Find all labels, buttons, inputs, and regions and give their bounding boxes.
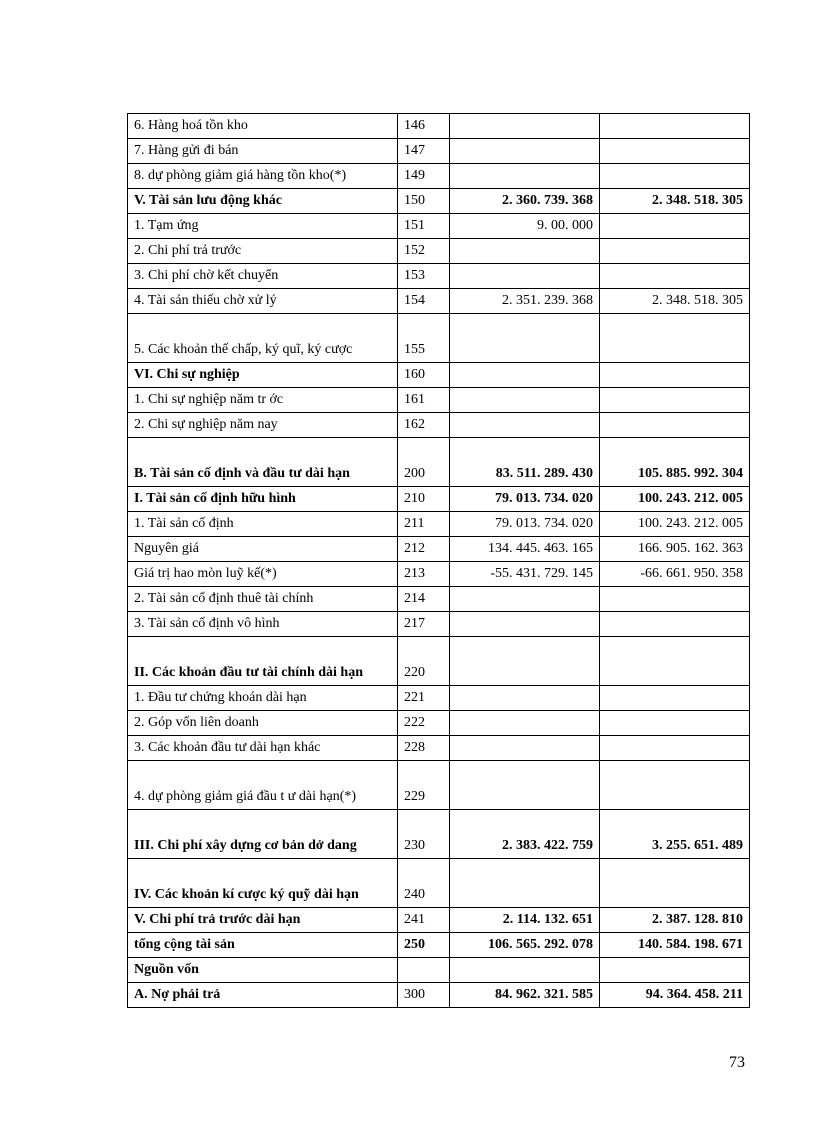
row-value-end: 100. 243. 212. 005: [600, 487, 750, 512]
row-code: 222: [398, 711, 450, 736]
row-name: 1. Chi sự nghiệp năm tr ớc: [128, 388, 398, 413]
row-value-end: [600, 363, 750, 388]
row-code: 154: [398, 289, 450, 314]
table-row: [128, 438, 750, 487]
row-name: tổng cộng tài sản: [128, 933, 398, 958]
row-value-end: [600, 761, 750, 810]
table-row: [128, 289, 750, 314]
table-row: [128, 810, 750, 859]
row-value-start: 79. 013. 734. 020: [450, 512, 600, 537]
row-code: 152: [398, 239, 450, 264]
row-name: B. Tài sản cố định và đầu tư dài hạn: [128, 438, 398, 487]
row-name: V. Tài sản lưu động khác: [128, 189, 398, 214]
table-row: [128, 239, 750, 264]
row-value-end: [600, 958, 750, 983]
row-value-start: [450, 139, 600, 164]
row-name: 6. Hàng hoá tồn kho: [128, 114, 398, 139]
balance-sheet-table: [127, 113, 750, 1008]
row-name: A. Nợ phải trả: [128, 983, 398, 1008]
table-row: [128, 388, 750, 413]
row-value-end: [600, 388, 750, 413]
row-value-start: 84. 962. 321. 585: [450, 983, 600, 1008]
row-name: 7. Hàng gửi đi bán: [128, 139, 398, 164]
row-value-end: 2. 387. 128. 810: [600, 908, 750, 933]
row-code: 250: [398, 933, 450, 958]
row-value-start: 134. 445. 463. 165: [450, 537, 600, 562]
table-row: [128, 214, 750, 239]
row-value-start: [450, 164, 600, 189]
table-row: [128, 487, 750, 512]
row-value-start: 2. 351. 239. 368: [450, 289, 600, 314]
row-code: 160: [398, 363, 450, 388]
row-name: 8. dự phòng giảm giá hàng tồn kho(*): [128, 164, 398, 189]
row-name: Giá trị hao mòn luỹ kế(*): [128, 562, 398, 587]
table-row: [128, 139, 750, 164]
row-value-end: [600, 587, 750, 612]
row-code: 161: [398, 388, 450, 413]
row-code: 151: [398, 214, 450, 239]
row-name: 4. dự phòng giảm giá đầu t ư dài hạn(*): [128, 761, 398, 810]
row-value-end: [600, 264, 750, 289]
row-value-end: [600, 314, 750, 363]
row-value-start: 79. 013. 734. 020: [450, 487, 600, 512]
table-row: [128, 562, 750, 587]
row-name: VI. Chi sự nghiệp: [128, 363, 398, 388]
table-row: [128, 983, 750, 1008]
table-row: [128, 189, 750, 214]
row-value-start: [450, 859, 600, 908]
table-row: [128, 686, 750, 711]
row-value-start: 83. 511. 289. 430: [450, 438, 600, 487]
table-row: [128, 413, 750, 438]
row-value-end: [600, 637, 750, 686]
row-code: 149: [398, 164, 450, 189]
row-value-start: [450, 587, 600, 612]
row-value-start: 2. 383. 422. 759: [450, 810, 600, 859]
row-code: 213: [398, 562, 450, 587]
table-row: [128, 859, 750, 908]
row-value-end: [600, 239, 750, 264]
row-name: I. Tài sản cố định hữu hình: [128, 487, 398, 512]
row-value-start: 2. 360. 739. 368: [450, 189, 600, 214]
row-value-end: [600, 686, 750, 711]
row-value-end: 2. 348. 518. 305: [600, 189, 750, 214]
table-row: [128, 711, 750, 736]
row-value-start: [450, 114, 600, 139]
row-name: Nguyên giá: [128, 537, 398, 562]
row-value-end: [600, 114, 750, 139]
row-name: 5. Các khoản thế chấp, ký quĩ, ký cược: [128, 314, 398, 363]
row-code: 214: [398, 587, 450, 612]
row-value-end: [600, 413, 750, 438]
row-value-end: 140. 584. 198. 671: [600, 933, 750, 958]
row-value-end: 105. 885. 992. 304: [600, 438, 750, 487]
row-value-start: 9. 00. 000: [450, 214, 600, 239]
row-code: 230: [398, 810, 450, 859]
row-value-start: [450, 413, 600, 438]
row-code: 210: [398, 487, 450, 512]
row-name: V. Chi phí trả trước dài hạn: [128, 908, 398, 933]
table-row: [128, 908, 750, 933]
table-row: [128, 264, 750, 289]
row-code: 241: [398, 908, 450, 933]
row-value-start: [450, 388, 600, 413]
table-row: [128, 958, 750, 983]
row-code: 220: [398, 637, 450, 686]
row-value-start: [450, 264, 600, 289]
row-value-end: 2. 348. 518. 305: [600, 289, 750, 314]
row-code: 150: [398, 189, 450, 214]
row-name: III. Chi phí xây dựng cơ bản dở dang: [128, 810, 398, 859]
row-code: 146: [398, 114, 450, 139]
row-code: 240: [398, 859, 450, 908]
row-name: 3. Tài sản cố định vô hình: [128, 612, 398, 637]
row-code: 153: [398, 264, 450, 289]
row-value-end: [600, 612, 750, 637]
row-name: 3. Chi phí chờ kết chuyển: [128, 264, 398, 289]
row-name: IV. Các khoản kí cược ký quỹ dài hạn: [128, 859, 398, 908]
row-value-start: 106. 565. 292. 078: [450, 933, 600, 958]
row-name: 2. Chi sự nghiệp năm nay: [128, 413, 398, 438]
row-code: 228: [398, 736, 450, 761]
row-value-end: [600, 164, 750, 189]
table-row: [128, 761, 750, 810]
row-value-start: [450, 686, 600, 711]
row-name: 4. Tài sản thiếu chờ xử lý: [128, 289, 398, 314]
row-code: 229: [398, 761, 450, 810]
row-value-end: [600, 736, 750, 761]
row-value-end: [600, 214, 750, 239]
row-value-start: [450, 637, 600, 686]
row-code: 155: [398, 314, 450, 363]
row-value-start: [450, 239, 600, 264]
row-value-start: [450, 958, 600, 983]
row-value-end: [600, 859, 750, 908]
row-value-end: 3. 255. 651. 489: [600, 810, 750, 859]
page-number: 73: [729, 1054, 745, 1071]
table-row: [128, 363, 750, 388]
table-row: [128, 114, 750, 139]
table-row: [128, 933, 750, 958]
table-row: [128, 537, 750, 562]
row-code: [398, 958, 450, 983]
row-name: 2. Góp vốn liên doanh: [128, 711, 398, 736]
row-code: 147: [398, 139, 450, 164]
row-value-end: 94. 364. 458. 211: [600, 983, 750, 1008]
row-name: 1. Tạm ứng: [128, 214, 398, 239]
row-name: II. Các khoản đầu tư tài chính dài hạn: [128, 637, 398, 686]
row-value-start: [450, 314, 600, 363]
table-row: [128, 314, 750, 363]
table-row: [128, 637, 750, 686]
row-name: 2. Chi phí trả trước: [128, 239, 398, 264]
row-value-end: [600, 139, 750, 164]
row-value-end: 166. 905. 162. 363: [600, 537, 750, 562]
table-row: [128, 612, 750, 637]
row-name: 1. Tài sản cố định: [128, 512, 398, 537]
row-code: 200: [398, 438, 450, 487]
row-code: 211: [398, 512, 450, 537]
row-value-start: -55. 431. 729. 145: [450, 562, 600, 587]
row-name: 2. Tài sản cố định thuê tài chính: [128, 587, 398, 612]
row-code: 300: [398, 983, 450, 1008]
row-code: 221: [398, 686, 450, 711]
row-code: 212: [398, 537, 450, 562]
table-row: [128, 736, 750, 761]
row-value-start: [450, 363, 600, 388]
table-row: [128, 587, 750, 612]
row-value-start: [450, 736, 600, 761]
row-value-start: 2. 114. 132. 651: [450, 908, 600, 933]
row-value-end: [600, 711, 750, 736]
row-value-end: 100. 243. 212. 005: [600, 512, 750, 537]
row-value-start: [450, 711, 600, 736]
table-row: [128, 164, 750, 189]
row-name: 1. Đầu tư chứng khoán dài hạn: [128, 686, 398, 711]
row-code: 162: [398, 413, 450, 438]
row-value-end: -66. 661. 950. 358: [600, 562, 750, 587]
row-name: Nguồn vốn: [128, 958, 398, 983]
row-value-start: [450, 761, 600, 810]
row-value-start: [450, 612, 600, 637]
table-row: [128, 512, 750, 537]
row-code: 217: [398, 612, 450, 637]
row-name: 3. Các khoản đầu tư dài hạn khác: [128, 736, 398, 761]
